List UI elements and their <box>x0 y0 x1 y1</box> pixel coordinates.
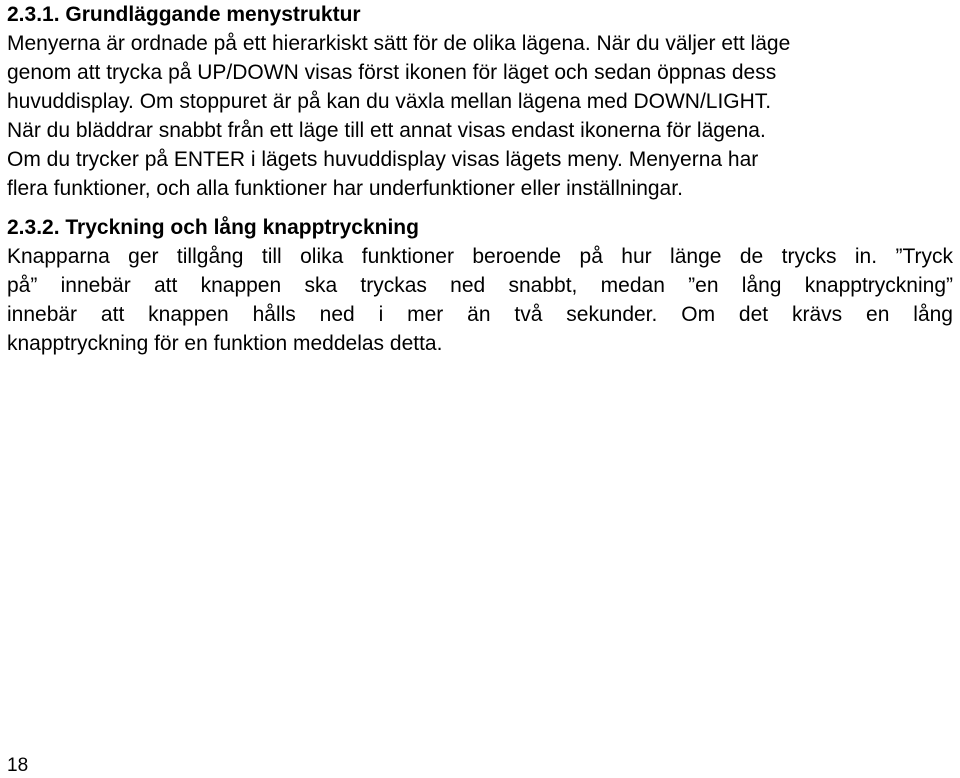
section-paragraph <box>7 29 953 203</box>
paragraph-line: knapptryckning för en funktion meddelas detta. <box>7 332 443 355</box>
paragraph-line: genom att trycka på UP/DOWN visas först ikonen för läget och sedan öppnas dess <box>7 61 777 84</box>
section-press-and-long-press <box>7 213 953 358</box>
paragraph-line: huvuddisplay. Om stoppuret är på kan du växla mellan lägena med DOWN/LIGHT. <box>7 90 772 113</box>
document-page <box>7 0 953 358</box>
paragraph-line: Om du trycker på ENTER i lägets huvuddisplay visas lägets meny. Menyerna har <box>7 148 759 171</box>
section-heading: 2.3.2. Tryckning och lång knapptryckning <box>7 216 419 239</box>
section-basic-menu-structure <box>7 0 953 203</box>
paragraph-line: innebär att knappen hålls ned i mer än två sekunder. Om det krävs en lång <box>7 303 953 326</box>
paragraph-line: Menyerna är ordnade på ett hierarkiskt sätt för de olika lägena. När du väljer ett läge <box>7 32 791 55</box>
paragraph-line: på” innebär att knappen ska tryckas ned snabbt, medan ”en lång knapptryckning” <box>7 274 953 297</box>
section-heading: 2.3.1. Grundläggande menystruktur <box>7 3 361 26</box>
paragraph-line: Knapparna ger tillgång till olika funktioner beroende på hur länge de trycks in. ”Tryck <box>7 245 953 268</box>
page-number: 18 <box>7 755 29 776</box>
paragraph-line: När du bläddrar snabbt från ett läge till ett annat visas endast ikonerna för lägena. <box>7 119 766 142</box>
paragraph-line: flera funktioner, och alla funktioner har underfunktioner eller inställningar. <box>7 177 683 200</box>
section-paragraph <box>7 242 953 358</box>
